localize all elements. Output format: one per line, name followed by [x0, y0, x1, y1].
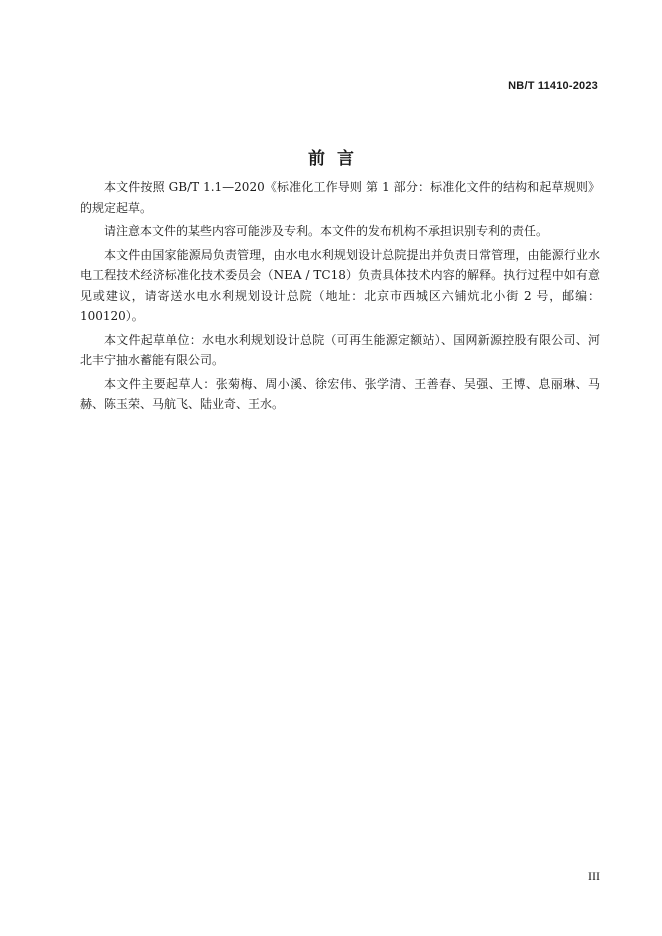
paragraph-patent-notice: 请注意本文件的某些内容可能涉及专利。本文件的发布机构不承担识别专利的责任。	[104, 224, 549, 238]
paragraph-management: 本文件由国家能源局负责管理，由水电水利规划设计总院提出并负责日常管理，由能源行业水电工程技术经济标准化技术委员会（NEA / TC18）负责具体技术内容的解释。执行过程中如有意见或建议，请寄送水电水利规划设计总院（地址：北京市西城区六铺炕北小街 2 号，邮编：100120）。	[80, 247, 600, 323]
page-number: III	[588, 869, 600, 883]
paragraph-main-drafters: 本文件主要起草人：张菊梅、周小溪、徐宏伟、张学清、王善春、吴强、王博、息丽琳、马赫、陈玉荣、马航飞、陆业奇、王水。	[80, 376, 600, 411]
standard-code: NB/T 11410-2023	[508, 80, 598, 92]
paragraph-drafting-units: 本文件起草单位：水电水利规划设计总院（可再生能源定额站）、国网新源控股有限公司、河北丰宁抽水蓄能有限公司。	[80, 332, 600, 367]
page-title: 前言	[308, 149, 366, 169]
foreword-body	[80, 177, 600, 418]
paragraph-drafting-rules: 本文件按照 GB/T 1.1—2020《标准化工作导则 第 1 部分：标准化文件的结构和起草规则》的规定起草。	[80, 180, 600, 215]
